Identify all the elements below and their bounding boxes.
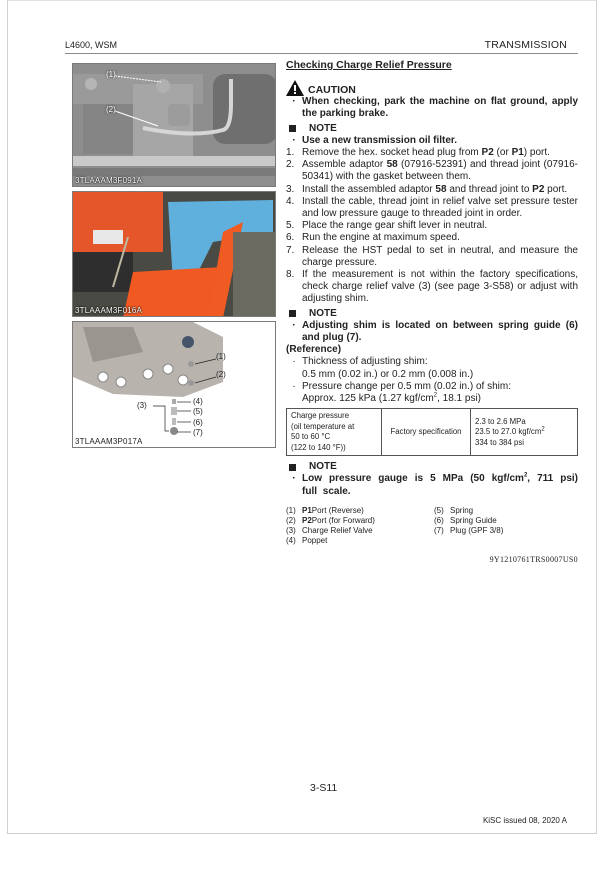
callout-1: (1)	[106, 70, 116, 79]
step-7: 7. Release the HST pedal to set in neutral, and measure the charge pressure.	[286, 244, 578, 268]
step-8: 8. If the measurement is not within the factory specifications, check charge relief valve (3) (see page 3-S58) or adjust with adjusting shim.	[286, 269, 578, 305]
figure-caption: 3TLAAAM3F091A	[75, 176, 143, 185]
procedure-column	[286, 59, 578, 566]
figure-hst-ports-photo	[72, 63, 276, 187]
figure-operator-photo	[72, 191, 276, 317]
reference-item: · Thickness of adjusting shim: 0.5 mm (0.02 in.) or 0.2 mm (0.008 in.)	[292, 356, 474, 380]
figure-caption: 3TLAAAM3F016A	[75, 306, 143, 315]
legend-item: (6) Spring Guide	[434, 515, 497, 525]
reference-heading: (Reference)	[286, 344, 342, 356]
note-square-icon	[289, 125, 296, 132]
legend-item: (3) Charge Relief Valve	[286, 525, 373, 535]
callout-2: (2)	[106, 105, 116, 114]
document-code: 9Y1210761TRS0007US0	[489, 554, 578, 564]
legend-item: (4) Poppet	[286, 535, 328, 545]
step-2: 2. Assemble adaptor 58 (07916-52391) and thread joint (07916-50341) with the gasket between them.	[286, 159, 578, 183]
note-square-icon	[289, 464, 296, 471]
note-text: · Use a new transmission oil filter.	[292, 134, 458, 146]
specification-table	[286, 408, 578, 456]
callout-1: (1)	[216, 352, 226, 361]
caution-text: · When checking, park the machine on flat ground, apply the parking brake.	[292, 96, 578, 120]
spec-values: 2.3 to 2.6 MPa 23.5 to 27.0 kgf/$cm^2$ 334 to 384 psi	[471, 409, 578, 456]
tractor-operator-illustration	[73, 192, 276, 317]
note-heading: NOTE	[286, 123, 578, 135]
note-square-icon	[289, 310, 296, 317]
procedure-steps	[286, 147, 578, 306]
legend-item: (1) P1 Port (Reverse)	[286, 505, 364, 515]
parts-legend	[286, 506, 578, 546]
transmission-case-illustration	[73, 322, 276, 448]
figure-caption: 3TLAAAM3P017A	[75, 437, 143, 446]
header-divider	[65, 53, 578, 54]
step-5: 5. Place the range gear shift lever in neutral.	[286, 220, 488, 232]
callout-3: (3)	[137, 401, 147, 410]
spec-item: Charge pressure (oil temperature at 50 to 60 °C (122 to 140 °F))	[287, 409, 382, 456]
callout-5: (5)	[193, 407, 203, 416]
note-heading: NOTE	[286, 308, 578, 320]
callout-7: (7)	[193, 428, 203, 437]
legend-item: (7) Plug (GPF 3/8)	[434, 525, 504, 535]
reference-item: · Pressure change per 0.5 mm (0.02 in.) of shim: Approx. 125 kPa (1.27 kgf/$cm^2$, 18.1 psi)	[292, 380, 511, 405]
callout-4: (4)	[193, 397, 203, 406]
note-text: · Low pressure gauge is 5 MPa (50 kgf/$cm^2$, 711 psi) full scale.	[292, 473, 578, 497]
caution-heading	[286, 80, 578, 96]
section-title: Checking Charge Relief Pressure	[286, 59, 452, 71]
legend-item: (5) Spring	[434, 505, 474, 515]
step-6: 6. Run the engine at maximum speed.	[286, 232, 460, 244]
figure-valve-parts-diagram	[72, 321, 276, 448]
header-model: L4600, WSM	[65, 40, 118, 50]
header-section: TRANSMISSION	[484, 39, 567, 51]
caution-label: CAUTION	[308, 84, 356, 96]
legend-item: (2) P2 Port (for Forward)	[286, 515, 375, 525]
manual-page	[7, 0, 597, 834]
spec-type: Factory specification	[382, 409, 471, 456]
valve-body-illustration	[73, 64, 276, 187]
issue-info: KiSC issued 08, 2020 A	[482, 816, 567, 825]
callout-2: (2)	[216, 370, 226, 379]
step-1: 1. Remove the hex. socket head plug from P2 (or P1) port.	[286, 147, 550, 159]
callout-6: (6)	[193, 418, 203, 427]
note-heading: NOTE	[286, 461, 578, 473]
note-text: · Adjusting shim is located on between spring guide (6) and plug (7).	[292, 319, 578, 344]
page-number: 3-S11	[310, 782, 338, 794]
step-3: 3. Install the assembled adaptor 58 and thread joint to P2 port.	[286, 183, 568, 195]
warning-triangle-icon	[286, 80, 304, 96]
step-4: 4. Install the cable, thread joint in relief valve set pressure tester and low pressure gauge to threaded joint in order.	[286, 195, 578, 220]
